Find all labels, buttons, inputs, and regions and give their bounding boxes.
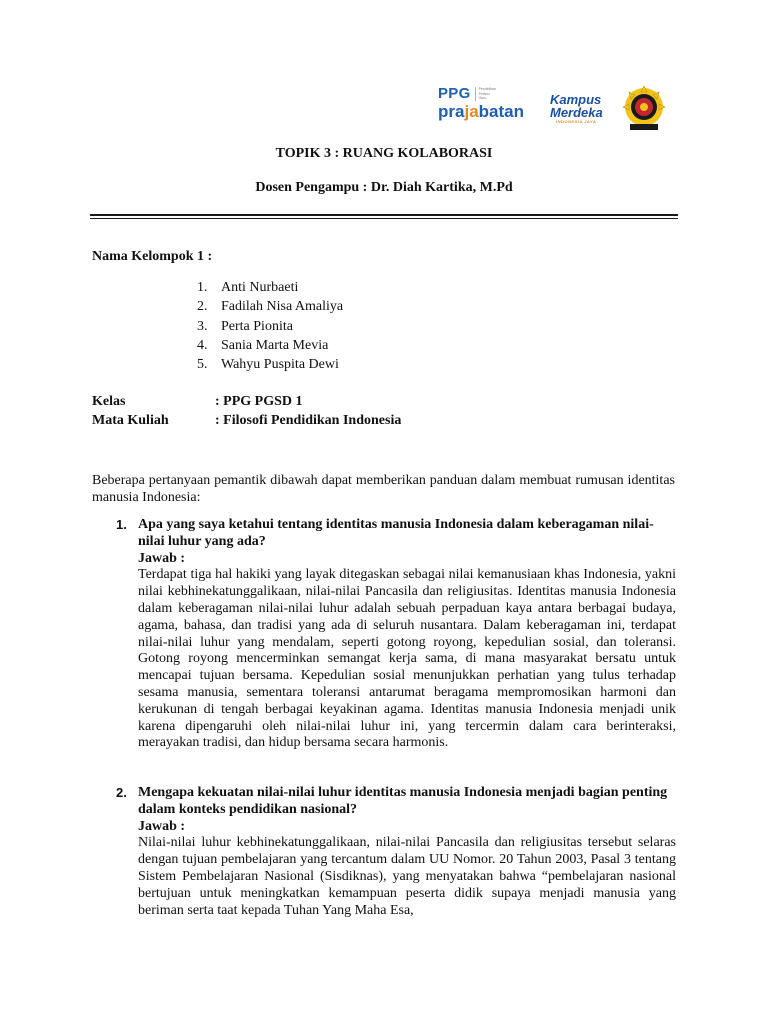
ppg-logo-text: PPG (438, 85, 471, 102)
question-text: Apa yang saya ketahui tentang identitas manusia Indonesia dalam keberagaman nilai-nilai luhur yang ada? (138, 517, 654, 549)
list-item: 4. Sania Marta Mevia (197, 337, 329, 353)
group-label: Nama Kelompok 1 : (92, 249, 213, 264)
answer-text: Nilai-nilai luhur kebhinekatunggalikaan, nilai-nilai Pancasila dan religiusitas tersebut selaras dengan tujuan pembelajaran yang tercantum dalam UU Nomor. 20 Tahun 2003, Pasal 3 tentang Sistem Pembelajaran Nasional (Sisdiknas), yang menyatakan bahwa “pembelajaran nasional bertujuan untuk meningkatkan kemampuan peserta didik supaya menjadi manusia yang beriman serta taat kepada Tuhan Yang Maha Esa, (138, 835, 676, 918)
question-block (116, 517, 676, 752)
list-item: 3. Perta Pionita (197, 318, 293, 334)
question-block (116, 785, 676, 919)
answer-label: Jawab : (138, 818, 186, 834)
kelas-value: : PPG PGSD 1 (215, 394, 303, 409)
lecturer-line: Dosen Pengampu : Dr. Diah Kartika, M.Pd (255, 180, 513, 195)
answer-text: Terdapat tiga hal hakiki yang layak ditegaskan sebagai nilai kemanusiaan khas Indonesia, yakni nilai kebhinekatunggalikaan, nilai-nilai Pancasila dan religiusitas. Identitas manusia Indonesia dalam keberagaman nilai-nilai luhur adalah sebuah perpaduan kaya antara berbagai budaya, agama, bahasa, dan tradisi yang ada di seluruh nusantara. Dalam keberagaman ini, terdapat nilai-nilai luhur yang mendalam, seperti gotong royong, kepedulian sosial, dan toleransi. Gotong royong mencerminkan semangat kerja sama, di mana masyarakat bersatu untuk mencapai tujuan bersama. Kepedulian sosial menunjukkan perhatian yang tulus terhadap sesama manusia, sementara toleransi antarumat beragama mempromosikan harmoni dan kerukunan di tengah berbagai keyakinan agama. Identitas manusia Indonesia menjadi unik karena dipengaruhi oleh nilai-nilai luhur ini, yang tercermin dalam cara berinteraksi, merayakan tradisi, dan hidup bersama secara harmonis. (138, 567, 676, 751)
mata-kuliah-value: : Filosofi Pendidikan Indonesia (215, 413, 402, 428)
ppg-logo-subtext: Pendidikan Profesi Guru (478, 87, 496, 100)
intro-paragraph: Beberapa pertanyaan pemantik dibawah dapat memberikan panduan dalam membuat rumusan identitas manusia Indonesia: (92, 473, 675, 505)
header-logos (438, 86, 678, 136)
logo-divider (475, 87, 476, 101)
university-crest-icon (622, 86, 666, 132)
header-divider (90, 214, 678, 216)
prajabatan-logo-text: prajabatan (438, 102, 524, 121)
question-number: 1. (116, 517, 127, 532)
document-title: TOPIK 3 : RUANG KOLABORASI (275, 146, 493, 161)
answer-label: Jawab : (138, 550, 186, 566)
list-item: 1. Anti Nurbaeti (197, 280, 299, 295)
member-list (197, 278, 343, 374)
kelas-label: Kelas (92, 394, 126, 409)
list-item: 2. Fadilah Nisa Amaliya (197, 299, 344, 315)
header-divider-thin (90, 218, 678, 219)
question-text: Mengapa kekuatan nilai-nilai luhur identitas manusia Indonesia menjadi bagian penting dalam konteks pendidikan nasional? (138, 785, 668, 817)
ppg-prajabatan-logo (438, 86, 524, 121)
question-number: 2. (116, 785, 127, 800)
kampus-merdeka-logo: Kampus Merdeka INDONESIA JAYA (550, 92, 603, 124)
mata-kuliah-label: Mata Kuliah (92, 413, 169, 428)
list-item: 5. Wahyu Puspita Dewi (197, 357, 339, 373)
